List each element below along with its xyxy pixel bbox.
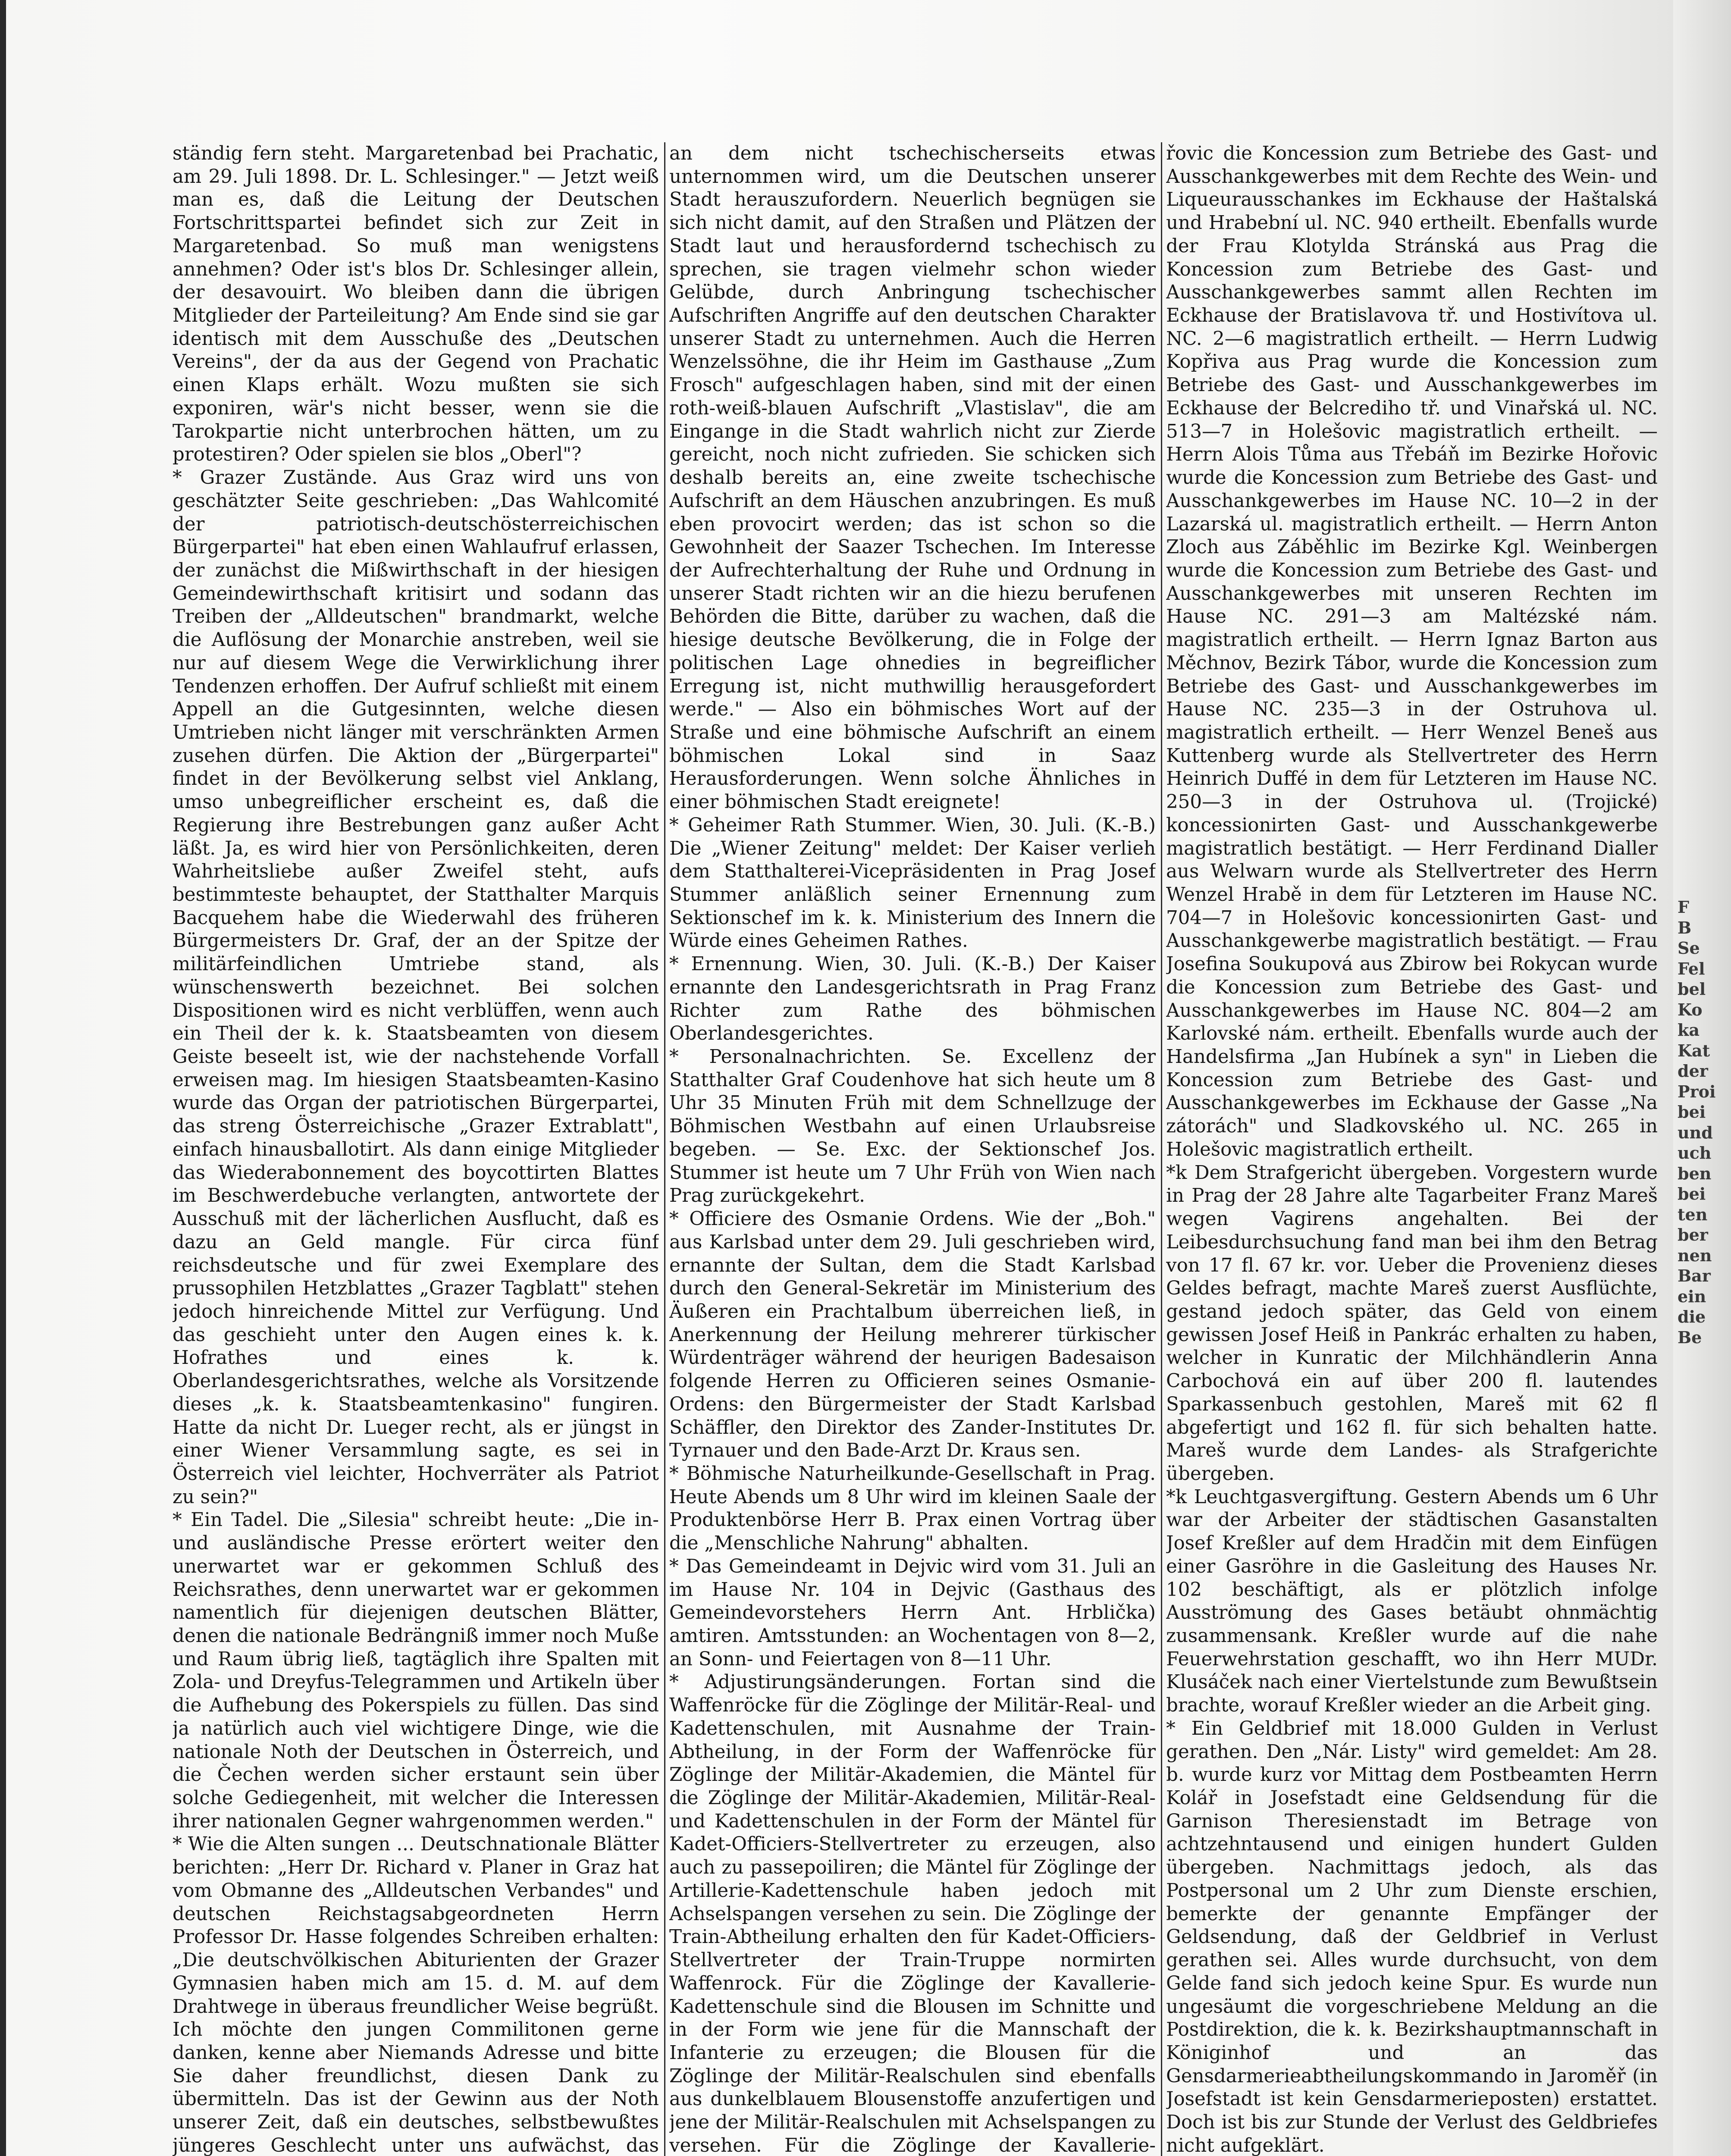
- column-2-paragraph: * Personalnachrichten. Se. Excellenz der Statthalter Graf Coudenhove hat sich heute um 8 Uhr 35 Minuten Früh mit dem Schnellzuge der Böhmischen Westbahn auf einen Urlaubsreise begeben. — Se. Exc. der Sektionschef Jos. Stummer ist heute um 7 Uhr Früh von Wien nach Prag zurückgekehrt.: [669, 1046, 1156, 1207]
- margin-fragment: bei: [1678, 1184, 1706, 1203]
- margin-fragment: B: [1678, 918, 1692, 937]
- column-2-paragraph: an dem nicht tschechischerseits etwas unternommen wird, um die Deutschen unserer Stadt herauszufordern. Neuerlich begnügen sie sich nicht damit, auf den Straßen und Plätzen der Stadt laut und herausfordernd tschechisch zu sprechen, sie tragen vielmehr schon wieder Gelübde, durch Anbringung tschechischer Aufschriften Angriffe auf den deutschen Charakter unserer Stadt zu unternehmen. Auch die Herren Wenzelssöhne, die ihr Heim im Gasthause „Zum Frosch" aufgeschlagen haben, sind mit der einen roth-weiß-blauen Aufschrift „Vlastislav", die am Eingange in die Stadt wahrlich nicht zur Zierde gereicht, noch nicht zufrieden. Sie schicken sich deshalb bereits an, eine zweite tschechische Aufschrift an dem Häuschen anzubringen. Es muß eben provocirt werden; das ist schon so die Gewohnheit der Saazer Tschechen. Im Interesse der Aufrechterhaltung der Ruhe und Ordnung in unserer Stadt richten wir an die hiezu berufenen Behörden die Bitte, darüber zu wachen, daß die hiesige deutsche Bevölkerung, die in Folge der politischen Lage ohnedies in begreiflicher Erregung ist, nicht muthwillig herausgefordert werde." — Also ein böhmisches Wort auf der Straße und eine böhmische Aufschrift an einem böhmischen Lokal sind in Saaz Herausforderungen. Wenn solche Ähnliches in einer böhmischen Stadt ereignete!: [669, 143, 1156, 813]
- margin-fragment: Bar: [1678, 1266, 1711, 1285]
- margin-fragment: ein: [1678, 1286, 1706, 1306]
- margin-fragment: Ko: [1678, 1000, 1703, 1019]
- margin-fragment: Se: [1678, 938, 1700, 958]
- column-1-paragraph: * Grazer Zustände. Aus Graz wird uns von geschätzter Seite geschrieben: „Das Wahlcomité der patriotisch-deutschösterreichischen Bürgerpartei" hat eben einen Wahlaufruf erlassen, der zunächst die Mißwirthschaft in der hiesigen Gemeindewirthschaft kritisirt und sodann das Treiben der „Alldeutschen" brandmarkt, welche die Auflösung der Monarchie anstreben, weil sie nur auf diesem Wege die Verwirklichung ihrer Tendenzen erhoffen. Der Aufruf schließt mit einem Appell an die Gutgesinnten, welche diesen Umtrieben nicht länger mit verschränkten Armen zusehen dürfen. Die Aktion der „Bürgerpartei" findet in der Bevölkerung selbst viel Anklang, umso unbegreiflicher erscheint es, daß die Regierung ihre Bestrebungen ganz außer Acht läßt. Ja, es wird hier von Persönlichkeiten, deren Wahrheitsliebe außer Zweifel steht, aufs bestimmteste behauptet, der Statthalter Marquis Bacquehem habe die Wiederwahl des früheren Bürgermeisters Dr. Graf, der an der Spitze der militärfeindlichen Umtriebe stand, als wünschenswerth bezeichnet. Bei solchen Dispositionen wird es nicht verblüffen, wenn auch ein Theil der k. k. Staatsbeamten von diesem Geiste beseelt ist, wie der nachstehende Vorfall erweisen mag. Im hiesigen Staatsbeamten-Kasino wurde das Organ der patriotischen Bürgerpartei, das streng Österreichische „Grazer Extrablatt", einfach hinausballotirt. Als dann einige Mitglieder das Wiederabonnement des boycottirten Blattes im Beschwerdebuche verlangten, antwortete der Ausschuß mit der lächerlichen Ausflucht, daß es dazu an Geld mangle. Für circa fünf reichsdeutsche und für zwei Exemplare des prussophilen Hetzblattes „Grazer Tagblatt" stehen jedoch hinreichende Mittel zur Verfügung. Und das geschieht unter den Augen eines k. k. Hofrathes und eines k. k. Oberlandesgerichtsrathes, welche als Vorsitzende dieses „k. k. Staatsbeamtenkasino" fungiren. Hatte da nicht Dr. Lueger recht, als er jüngst in einer Wiener Versammlung sagte, es sei in Österreich viel leichter, Hochverräter als Patriot zu sein?": [172, 467, 659, 1508]
- margin-bleed-fragments: [1678, 897, 1729, 1348]
- margin-fragment: ben: [1678, 1163, 1712, 1183]
- margin-fragment: ber: [1678, 1225, 1708, 1244]
- margin-fragment: ten: [1678, 1204, 1708, 1224]
- margin-fragment: Fel: [1678, 959, 1705, 978]
- column-1-paragraph: * Ein Tadel. Die „Silesia" schreibt heute: „Die in- und ausländische Presse erörtert weiter den unerwartet war er gekommen Schluß des Reichsrathes, denn unerwartet war er gekommen namentlich für diejenigen deutschen Blätter, denen die nationale Bedrängniß immer noch Muße und Raum übrig ließ, tagtäglich ihre Spalten mit Zola- und Dreyfus-Telegrammen und Artikeln über die Aufhebung des Pokerspiels zu füllen. Das sind ja natürlich auch viel wichtigere Dinge, wie die nationale Noth der Deutschen in Österreich, und die Čechen werden sicher erstaunt sein über solche Gediegenheit, mit welcher die Interessen ihrer nationalen Gegner wahrgenommen werden.": [172, 1509, 659, 1832]
- column-3-paragraph: řovic die Koncession zum Betriebe des Gast- und Ausschankgewerbes mit dem Rechte des Wein- und Liqueurausschankes im Eckhause der Haštalská und Hrabební ul. NC. 940 ertheilt. Ebenfalls wurde der Frau Klotylda Stránská aus Prag die Koncession zum Betriebe des Gast- und Ausschankgewerbes sammt allen Rechten im Eckhause der Bratislavova tř. und Hostivítova ul. NC. 2—6 magistratlich ertheilt. — Herrn Ludwig Kopřiva aus Prag wurde die Koncession zum Betriebe des Gast- und Ausschankgewerbes im Eckhause der Belcrediho tř. und Vinařská ul. NC. 513—7 in Holešovic magistratlich ertheilt. — Herrn Alois Tůma aus Třebáň im Bezirke Hořovic wurde die Koncession zum Betriebe des Gast- und Ausschankgewerbes im Hause NC. 10—2 in der Lazarská ul. magistratlich ertheilt. — Herrn Anton Zloch aus Záběhlic im Bezirke Kgl. Weinbergen wurde die Koncession zum Betriebe des Gast- und Ausschankgewerbes mit unseren Rechten im Hause NC. 291—3 am Maltézské nám. magistratlich ertheilt. — Herrn Ignaz Barton aus Měchnov, Bezirk Tábor, wurde die Koncession zum Betriebe des Gast- und Ausschankgewerbes im Hause NC. 235—3 in der Ostruhova ul. magistratlich ertheilt. — Herr Wenzel Beneš aus Kuttenberg wurde als Stellvertreter des Herrn Heinrich Duffé in dem für Letzteren im Hause NC. 250—3 in der Ostruhova ul. (Trojické) koncessionirten Gast- und Ausschankgewerbe magistratlich bestätigt. — Herr Ferdinand Dialler aus Welwarn wurde als Stellvertreter des Herrn Wenzel Hrabě in dem für Letzteren im Hause NC. 704—7 in Holešovic koncessionirten Gast- und Ausschankgewerbe magistratlich bestätigt. — Frau Josefina Soukupová aus Zbirow bei Rokycan wurde die Koncession zum Betriebe des Gast- und Ausschankgewerbes im Hause NC. 804—2 am Karlovské nám. ertheilt. Ebenfalls wurde auch der Handelsfirma „Jan Hubínek a syn" in Lieben die Koncession zum Betriebe des Gast- und Ausschankgewerbes im Eckhause der Gasse „Na zátorách" und Sladkovského ul. NC. 265 in Holešovic magistratlich ertheilt.: [1166, 143, 1658, 1160]
- column-1-paragraph: ständig fern steht. Margaretenbad bei Prachatic, am 29. Juli 1898. Dr. L. Schlesinger." — Jetzt weiß man es, daß die Leitung der Deutschen Fortschrittspartei befindet sich zur Zeit in Margaretenbad. So muß man wenigstens annehmen? Oder ist's blos Dr. Schlesinger allein, der desavouirt. Wo bleiben dann die übrigen Mitglieder der Parteileitung? Am Ende sind sie gar identisch mit dem Ausschuße des „Deutschen Vereins", der da aus der Gegend von Prachatic einen Klaps erhält. Wozu mußten sie sich exponiren, wär's nicht besser, wenn sie die Tarokpartie nicht unterbrochen hätten, um zu protestiren? Oder spielen sie blos „Oberl"?: [172, 143, 659, 466]
- column-rule: [1161, 142, 1162, 2156]
- column-2-paragraph: * Adjustirungsänderungen. Fortan sind die Waffenröcke für die Zöglinge der Militär-Real- und Kadettenschulen, mit Ausnahme der Train-Abtheilung, in der Form der Waffenröcke für Zöglinge der Militär-Akademien, die Mäntel für die Zöglinge der Militär-Akademien, Militär-Real- und Kadettenschulen in der Form der Mäntel für Kadet-Officiers-Stellvertreter zu erzeugen, also auch zu passepoiliren; die Mäntel für Zöglinge der Artillerie-Kadettenschule haben jedoch mit Achselspangen versehen zu sein. Die Zöglinge der Train-Abtheilung erhalten den für Kadet-Officiers-Stellvertreter der Train-Truppe normirten Waffenrock. Für die Zöglinge der Kavallerie-Kadettenschule sind die Blousen im Schnitte und in der Form wie jene für die Mannschaft der Infanterie zu erzeugen; die Blousen für die Zöglinge der Militär-Realschulen sind ebenfalls aus dunkelblauem Blousenstoffe anzufertigen und jene der Militär-Realschulen mit Achselspangen zu versehen. Für die Zöglinge der Kavallerie-: [669, 1671, 1156, 2156]
- margin-fragment: Be: [1678, 1327, 1702, 1347]
- margin-fragment: uch: [1678, 1143, 1712, 1163]
- column-1-paragraph: * Wie die Alten sungen ... Deutschnationale Blätter berichten: „Herr Dr. Richard v. Planer in Graz hat vom Obmanne des „Alldeutschen Verbandes" und deutschen Reichstagsabgeordneten Herrn Professor Dr. Hasse folgendes Schreiben erhalten: „Die deutschvölkischen Abiturienten der Grazer Gymnasien haben mich am 15. d. M. auf dem Drahtwege in überaus freundlicher Weise begrüßt. Ich möchte den jungen Commilitonen gerne danken, kenne aber Niemands Adresse und bitte Sie daher freundlichst, diesen Dank zu übermitteln. Das ist der Gewinn aus der Noth unserer Zeit, daß ein deutsches, selbstbewußtes jüngeres Geschlecht unter uns aufwächst, das: [172, 1833, 659, 2156]
- margin-fragment: und: [1678, 1122, 1713, 1142]
- column-2-paragraph: * Officiere des Osmanie Ordens. Wie der „Boh." aus Karlsbad unter dem 29. Juli geschrieben wird, ernannte der Sultan, dem die Stadt Karlsbad durch den General-Sekretär im Ministerium des Äußeren ein Prachtalbum überreichen ließ, in Anerkennung der Heilung mehrerer türkischer Würdenträger während der heurigen Badesaison folgende Herren zu Officieren seines Osmanie-Ordens: den Bürgermeister der Stadt Karlsbad Schäffler, den Direktor des Zander-Institutes Dr. Tyrnauer und den Bade-Arzt Dr. Kraus sen.: [669, 1208, 1156, 1462]
- scan-left-edge: [0, 0, 6, 2156]
- margin-fragment: Kat: [1678, 1040, 1710, 1060]
- column-2-paragraph: * Geheimer Rath Stummer. Wien, 30. Juli. (K.-B.) Die „Wiener Zeitung" meldet: Der Kaiser verlieh dem Statthalterei-Vicepräsidenten in Prag Josef Stummer anläßlich seiner Ernennung zum Sektionschef im k. k. Ministerium des Innern die Würde eines Geheimen Rathes.: [669, 814, 1156, 952]
- column-1: [172, 142, 659, 2156]
- column-3-paragraph: * Ein Geldbrief mit 18.000 Gulden in Verlust gerathen. Den „Nár. Listy" wird gemeldet: Am 28. b. wurde kurz vor Mittag dem Postbeamten Herrn Kolář in Josefstadt eine Geldsendung für die Garnison Theresienstadt im Betrage von achtzehntausend und einigen hundert Gulden übergeben. Nachmittags jedoch, als das Postpersonal um 2 Uhr zum Dienste erschien, bemerkte der genannte Empfänger der Geldsendung, daß der Geldbrief in Verlust gerathen sei. Alles wurde durchsucht, von dem Gelde fand sich jedoch keine Spur. Es wurde nun ungesäumt die vorgeschriebene Meldung an die Postdirektion, die k. k. Bezirkshauptmannschaft in Königinhof und an das Gensdarmerieabtheilungskommando in Jaroměř (in Josefstadt ist kein Gensdarmerieposten) erstattet. Doch ist bis zur Stunde der Verlust des Geldbriefes nicht aufgeklärt.: [1166, 1717, 1658, 2156]
- column-2-paragraph: * Ernennung. Wien, 30. Juli. (K.-B.) Der Kaiser ernannte den Landesgerichtsrath in Prag Franz Richter zum Rathe des böhmischen Oberlandesgerichtes.: [669, 953, 1156, 1045]
- column-2-paragraph: * Böhmische Naturheilkunde-Gesellschaft in Prag. Heute Abends um 8 Uhr wird im kleinen Saale der Produktenbörse Herr B. Prax einen Vortrag über die „Menschliche Nahrung" abhalten.: [669, 1463, 1156, 1554]
- margin-fragment: bei: [1678, 1102, 1706, 1122]
- margin-fragment: nen: [1678, 1245, 1712, 1265]
- margin-fragment: die: [1678, 1307, 1706, 1326]
- margin-fragment: ka: [1678, 1020, 1700, 1040]
- column-3-paragraph: *k Leuchtgasvergiftung. Gestern Abends um 6 Uhr war der Arbeiter der städtischen Gasanstalten Josef Kreßler auf dem Hradčin mit dem Einfügen einer Gasröhre in die Gasleitung des Hauses Nr. 102 beschäftigt, als er plötzlich infolge Ausströmung des Gases betäubt ohnmächtig zusammensank. Kreßler wurde auf die nahe Feuerwehrstation geschafft, wo ihn Herr MUDr. Klusáček nach einer Viertelstunde zum Bewußtsein brachte, worauf Kreßler wieder an die Arbeit ging.: [1166, 1486, 1658, 1717]
- margin-fragment: der: [1678, 1061, 1708, 1081]
- margin-fragment: Proi: [1678, 1081, 1716, 1101]
- column-2-paragraph: * Das Gemeindeamt in Dejvic wird vom 31. Juli an im Hause Nr. 104 in Dejvic (Gasthaus des Gemeindevorstehers Herrn Ant. Hrblička) amtiren. Amtsstunden: an Wochentagen von 8—2, an Sonn- und Feiertagen von 8—11 Uhr.: [669, 1555, 1156, 1670]
- margin-fragment: F: [1678, 897, 1689, 917]
- column-3-paragraph: *k Dem Strafgericht übergeben. Vorgestern wurde in Prag der 28 Jahre alte Tagarbeiter Franz Mareš wegen Vagirens angehalten. Bei der Leibesdurchsuchung fand man bei ihm den Betrag von 17 fl. 67 kr. vor. Ueber die Provenienz dieses Geldes befragt, machte Mareš zuerst Ausflüchte, gestand jedoch später, das Geld von einem gewissen Josef Heiß in Pankrác erhalten zu haben, welcher in Kunratic der Milchhändlerin Anna Carbochová ein auf über 200 fl. lautendes Sparkassenbuch gestohlen, Mareš mit 62 fl abgefertigt und 162 fl. für sich behalten hatte. Mareš wurde dem Landes- als Strafgerichte übergeben.: [1166, 1162, 1658, 1485]
- column-3: [1166, 142, 1658, 2156]
- column-2: [669, 142, 1156, 2156]
- column-rule: [664, 142, 665, 2156]
- margin-fragment: bel: [1678, 979, 1706, 999]
